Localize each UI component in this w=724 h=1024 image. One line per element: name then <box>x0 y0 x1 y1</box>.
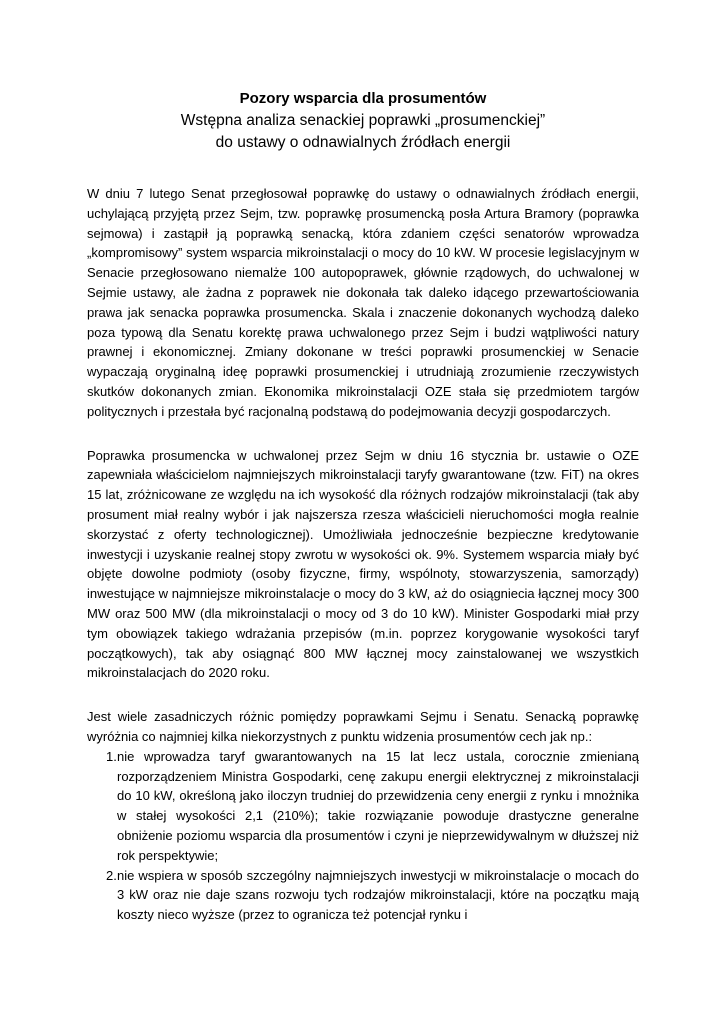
paragraph-differences-intro: Jest wiele zasadniczych różnic pomiędzy poprawkami Sejmu i Senatu. Senacką poprawkę wyróżnia co najmniej kilka niekorzystnych z punktu widzenia prosumentów cech jak np.: <box>87 709 639 744</box>
document-title: Pozory wsparcia dla prosumentów <box>239 90 487 107</box>
differences-list <box>87 747 639 925</box>
paragraph-senate-vote: W dniu 7 lutego Senat przegłosował poprawkę do ustawy o odnawialnych źródłach energii, uchylającą przyjętą przez Sejm, tzw. poprawkę prosumencką posła Artura Bramory (poprawka sejmowa) i zastąpił ją poprawką senacką, która zdaniem części senatorów wprowadza „kompromisowy” system wsparcia mikroinstalacji o mocy do 10 kW. W procesie legislacyjnym w Senacie przegłosowano niemalże 100 autopoprawek, głównie rządowych, do uchwalonej w Sejmie ustawy, ale żadna z poprawek nie dokonała tak daleko idącego przewartościowania prawa jak senacka poprawka prosumencka. Skala i znaczenie dokonanych wychodzą daleko poza typową dla Senatu korektę prawa uchwalonego przez Sejm i budzi wątpliwości natury prawnej i ekonomicznej. Zmiany dokonane w treści poprawki prosumenckiej w Senacie wypaczają oryginalną ideę poprawki prosumenckiej i utrudniają zrozumienie rzeczywistych skutków dokonanych zmian. Ekonomika mikroinstalacji OZE stała się przedmiotem targów politycznych i przestała być racjonalną podstawą do podejmowania decyzji gospodarczych. <box>87 186 639 419</box>
list-item <box>87 747 639 866</box>
document-subtitle-line-2: do ustawy o odnawialnych źródłach energii <box>215 134 511 151</box>
document-subtitle-line-1: Wstępna analiza senackiej poprawki „prosumenckiej” <box>180 112 546 129</box>
list-item-number: 1. <box>106 748 117 764</box>
list-item-text: nie wspiera w sposób szczególny najmniejszych inwestycji w mikroinstalacje o mocach do 3 kW oraz nie daje szans rozwoju tych rodzajów mikroinstalacji, które na początku mają koszty nieco wyższe (przez to ogranicza też potencjał rynku i <box>117 867 639 923</box>
list-item-number: 2. <box>106 867 117 883</box>
paragraph-sejm-amendment: Poprawka prosumencka w uchwalonej przez Sejm w dniu 16 stycznia br. ustawie o OZE zapewniała właścicielom najmniejszych mikroinstalacji taryfy gwarantowane (tzw. FiT) na okres 15 lat, zróżnicowane ze względu na ich wysokość dla różnych rodzajów mikroinstalacji (tak aby prosument miał realny wybór i jak najszersza rzesza właścicieli nieruchomości mogła realnie skorzystać z oferty technologicznej). Umożliwiała jednocześnie bezpieczne kredytowanie inwestycji i uzyskanie realnej stopy zwrotu w wysokości ok. 9%. Systemem wsparcia miały być objęte dowolne podmioty (osoby fizyczne, firmy, wspólnoty, stowarzyszenia, samorządy) inwestujące w najmniejsze mikroinstalacje o mocy do 3 kW, aż do osiągniecia łącznej mocy 300 MW oraz 500 MW (dla mikroinstalacji o mocy od 3 do 10 kW). Minister Gospodarki miał przy tym obowiązek takiego wdrażania przepisów (m.in. poprzez korygowanie wysokości taryf początkowych), tak aby osiągnąć 800 MW łącznej mocy zainstalowanej we wszystkich mikroinstalacjach do 2020 roku. <box>87 447 639 681</box>
title-block <box>87 88 639 154</box>
list-item <box>87 866 639 925</box>
list-item-text: nie wprowadza taryf gwarantowanych na 15 lat lecz ustala, corocznie zmienianą rozporządzeniem Ministra Gospodarki, cenę zakupu energii elektrycznej z mikroinstalacji do 10 kW, określoną jako iloczyn trudniej do przewidzenia ceny energii z rynku i mnożnika w stałej wysokości 2,1 (210%); takie rozwiązanie powoduje drastyczne generalne obniżenie poziomu wsparcia dla prosumentów i czyni je nieprzewidywalnym w dłuższej niż rok perspektywie; <box>117 748 639 863</box>
document-page <box>87 88 639 925</box>
